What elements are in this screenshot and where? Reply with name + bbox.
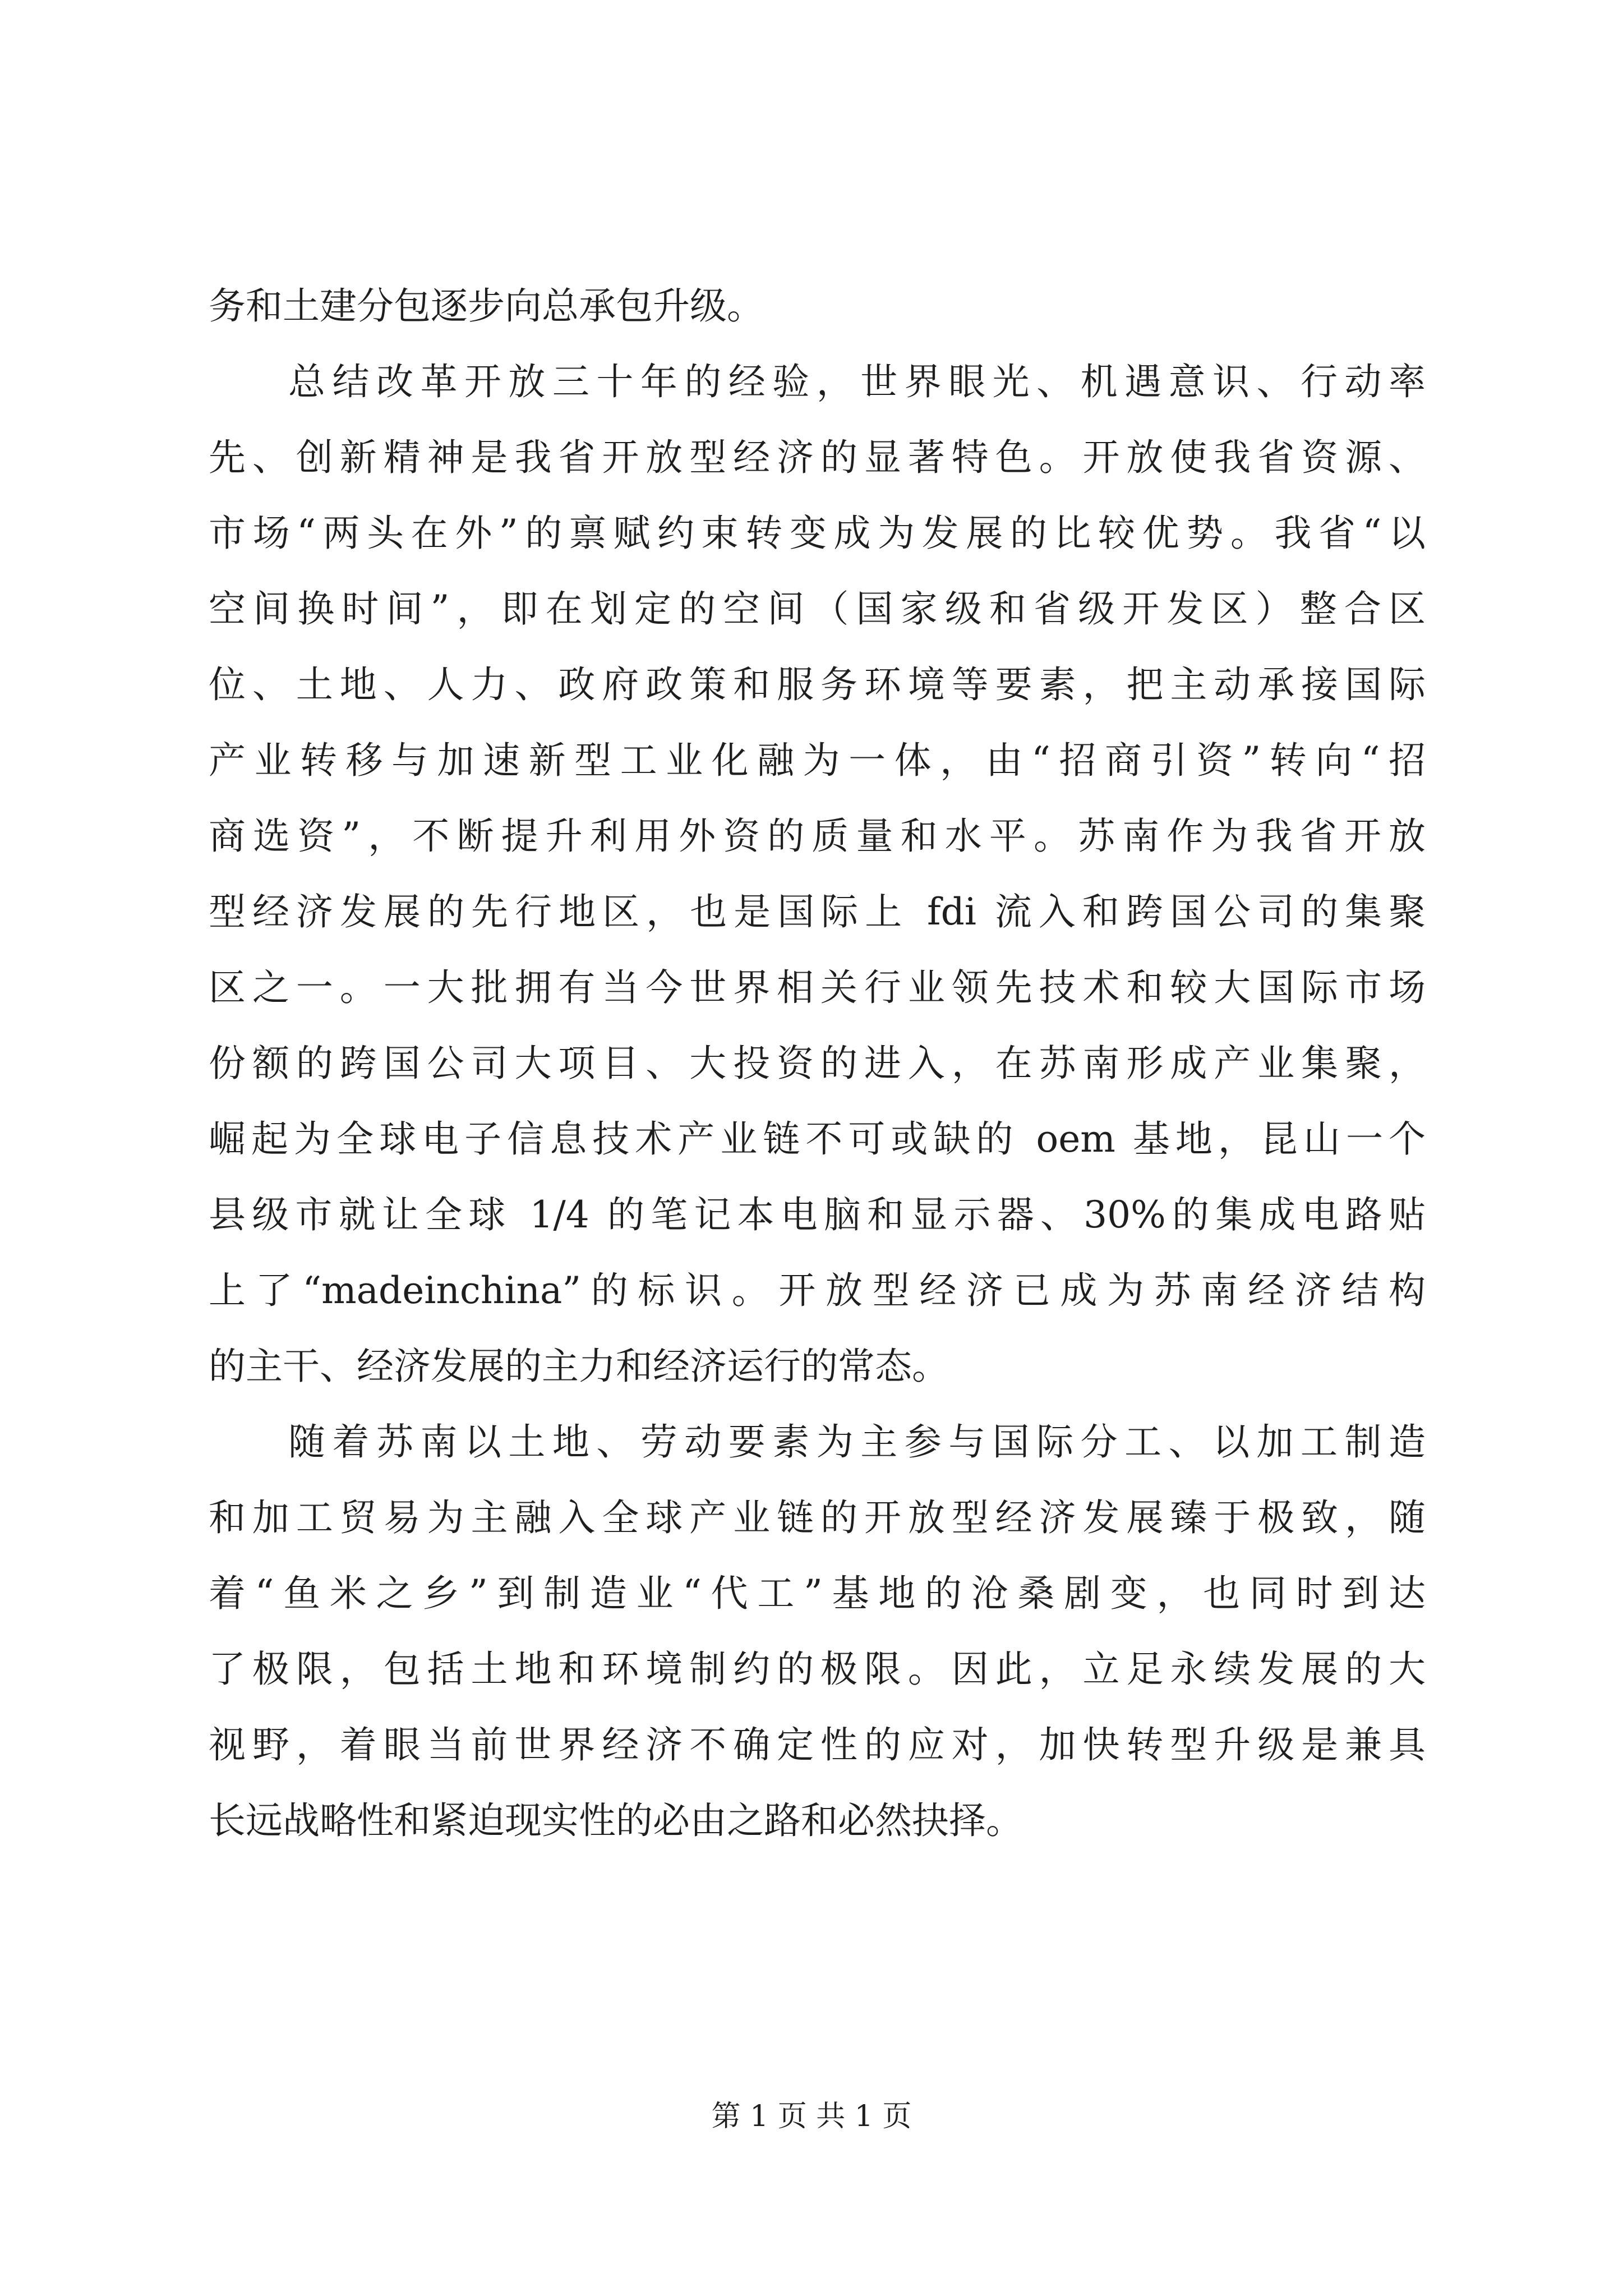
text-line: 份额的跨国公司大项目、大投资的进入，在苏南形成产业集聚， — [209, 1042, 1426, 1085]
text-line: 了极限，包括土地和环境制约的极限。因此，立足永续发展的大 — [209, 1648, 1426, 1691]
paragraph-first-line: 总结改革开放三十年的经验，世界眼光、机遇意识、行动率 — [288, 360, 1426, 403]
text-line: 和加工贸易为主融入全球产业链的开放型经济发展臻于极致，随 — [209, 1496, 1426, 1539]
text-line: 务和土建分包逐步向总承包升级。 — [209, 284, 764, 328]
text-line: 的主干、经济发展的主力和经济运行的常态。 — [209, 1345, 949, 1388]
text-line: 崛起为全球电子信息技术产业链不可或缺的 oem 基地，昆山一个 — [209, 1117, 1426, 1161]
paragraph-first-line: 随着苏南以土地、劳动要素为主参与国际分工、以加工制造 — [288, 1420, 1426, 1464]
text-line: 市场“两头在外”的禀赋约束转变成为发展的比较优势。我省“以 — [209, 512, 1426, 555]
text-line: 县级市就让全球 1/4 的笔记本电脑和显示器、30%的集成电路贴 — [209, 1193, 1426, 1236]
text-line: 商选资”，不断提升利用外资的质量和水平。苏南作为我省开放 — [209, 815, 1426, 858]
document-body — [209, 268, 1426, 1858]
text-line: 上了“madeinchina”的标识。开放型经济已成为苏南经济结构 — [209, 1269, 1426, 1312]
text-line: 产业转移与加速新型工业化融为一体，由“招商引资”转向“招 — [209, 739, 1426, 782]
text-line: 位、土地、人力、政府政策和服务环境等要素，把主动承接国际 — [209, 663, 1426, 706]
text-line: 空间换时间”，即在划定的空间（国家级和省级开发区）整合区 — [209, 587, 1426, 631]
text-line: 区之一。一大批拥有当今世界相关行业领先技术和较大国际市场 — [209, 966, 1426, 1009]
text-line: 型经济发展的先行地区，也是国际上 fdi 流入和跨国公司的集聚 — [209, 890, 1426, 933]
page-footer: 第 1 页 共 1 页 — [711, 2100, 912, 2133]
text-line: 先、创新精神是我省开放型经济的显著特色。开放使我省资源、 — [209, 436, 1426, 479]
text-line: 视野，着眼当前世界经济不确定性的应对，加快转型升级是兼具 — [209, 1723, 1426, 1766]
text-line: 着“鱼米之乡”到制造业“代工”基地的沧桑剧变，也同时到达 — [209, 1572, 1426, 1615]
text-line: 长远战略性和紧迫现实性的必由之路和必然抉择。 — [209, 1799, 1023, 1842]
